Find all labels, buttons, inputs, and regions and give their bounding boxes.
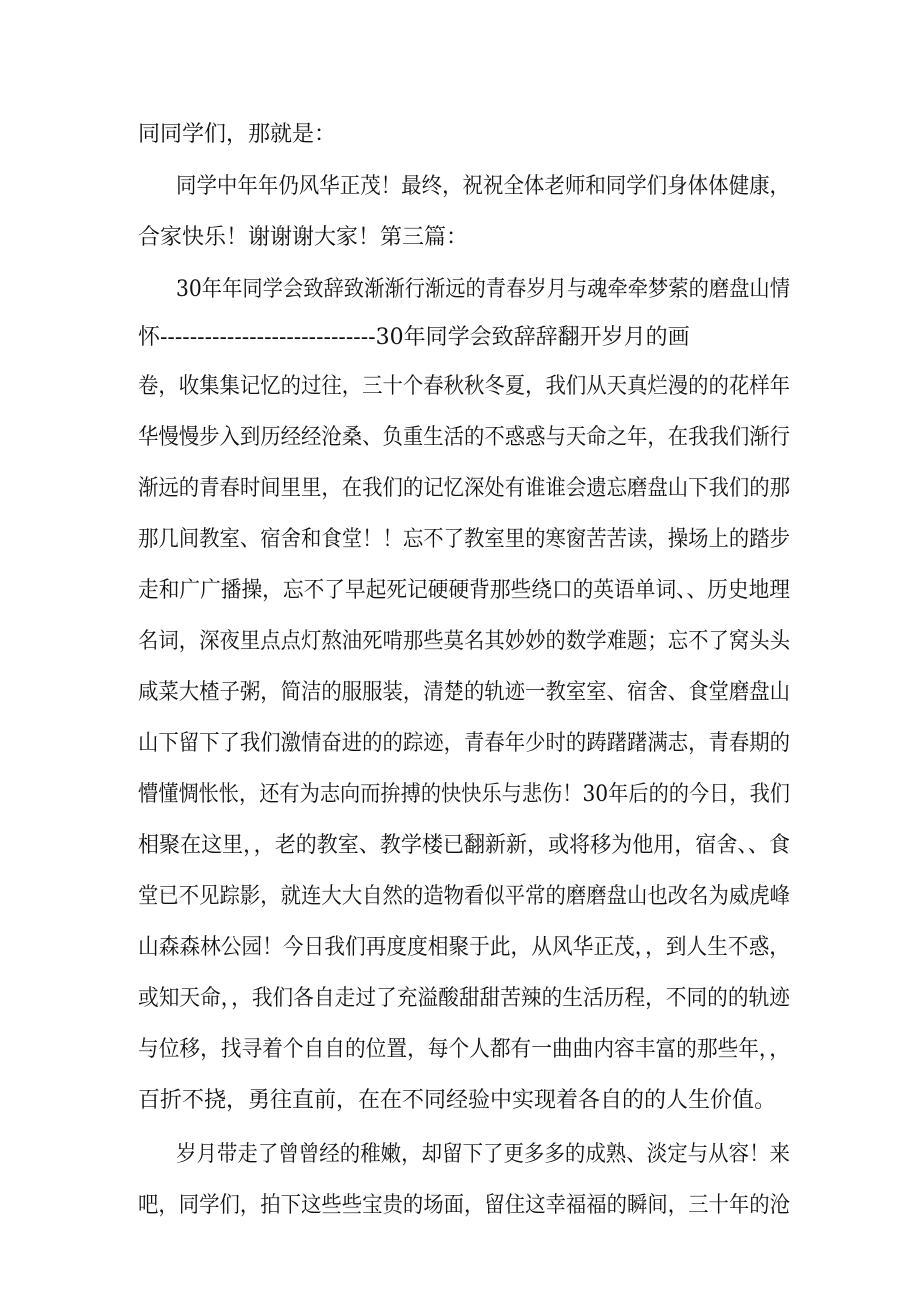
- paragraph-line: 山森森林公园！今日我们再度度相聚于此，从风华正茂，，到人生不惑，: [138, 935, 790, 960]
- paragraph-line: 吧，同学们，拍下这些些宝贵的场面，留住这幸福福的瞬间，三十年的沧: [138, 1193, 790, 1218]
- paragraph-line: 渐远的青春时间里里，在我们的记忆深处有谁谁会遗忘磨盘山下我们的那: [138, 476, 790, 501]
- paragraph-line: 名词，深夜里点点灯熬油死啃那些莫名其妙妙的数学难题；忘不了窝头头: [138, 629, 790, 654]
- paragraph-line: 岁月带走了曾曾经的稚嫩，却留下了更多多的成熟、淡定与从容！来: [176, 1142, 791, 1167]
- paragraph-line: 山下留下了我们激情奋进的的踪迹，青春年少时的踌躇躇满志，青春期的: [138, 731, 790, 756]
- paragraph-line: 与位移，找寻着个自自的位置，每个人都有一曲曲内容丰富的那些年，，: [138, 1037, 790, 1062]
- paragraph-line: 走和广广播操，忘不了早起死记硬硬背那些绕口的英语单词、、历史地理: [138, 578, 790, 603]
- paragraph-line: 咸菜大楂子粥，简洁的服服装，清楚的轨迹一教室室、宿舍、食堂磨盘山: [138, 680, 790, 705]
- paragraph-line: 百折不挠，勇往直前，在在不同经验中实现着各自的的人生价值。: [138, 1088, 777, 1113]
- paragraph-line: 或知天命，，我们各自走过了充溢酸甜甜苦辣的生活历程，不同的的轨迹: [138, 986, 790, 1011]
- paragraph-line: 合家快乐！谢谢谢大家！第三篇：: [138, 225, 469, 250]
- paragraph-line: 同同学们，那就是：: [138, 122, 337, 147]
- paragraph-line: 堂已不见踪影，就连大大自然的造物看似平常的磨磨盘山也改名为威虎峰: [138, 884, 790, 909]
- paragraph-line: 懵懂惆怅怅，还有为志向而拚搏的快快乐与悲伤！30年后的的今日，我们: [138, 782, 790, 807]
- paragraph-line: 华慢慢步入到历经经沧桑、负重生活的不惑惑与天命之年，在我我们渐行: [138, 425, 790, 450]
- paragraph-line: 同学中年年仍风华正茂！最终，祝祝全体老师和同学们身体体健康，: [176, 174, 791, 199]
- paragraph-line: 怀-----------------------------30年同学会致辞辞翻开岁月的画: [138, 325, 690, 350]
- paragraph-line: 相聚在这里，，老的教室、教学楼已翻新新，或将移为他用，宿舍、、食: [138, 833, 791, 858]
- paragraph-line: 那几间教室、宿舍和食堂！！忘不了教室里的寒窗苦苦读，操场上的踏步: [138, 527, 790, 552]
- paragraph-line: 30年年同学会致辞致渐渐行渐远的青春岁月与魂牵牵梦萦的磨盘山情: [176, 277, 790, 302]
- paragraph-line: 卷，收集集记忆的过往，三十个春秋秋冬夏，我们从天真烂漫的的花样年: [138, 374, 790, 399]
